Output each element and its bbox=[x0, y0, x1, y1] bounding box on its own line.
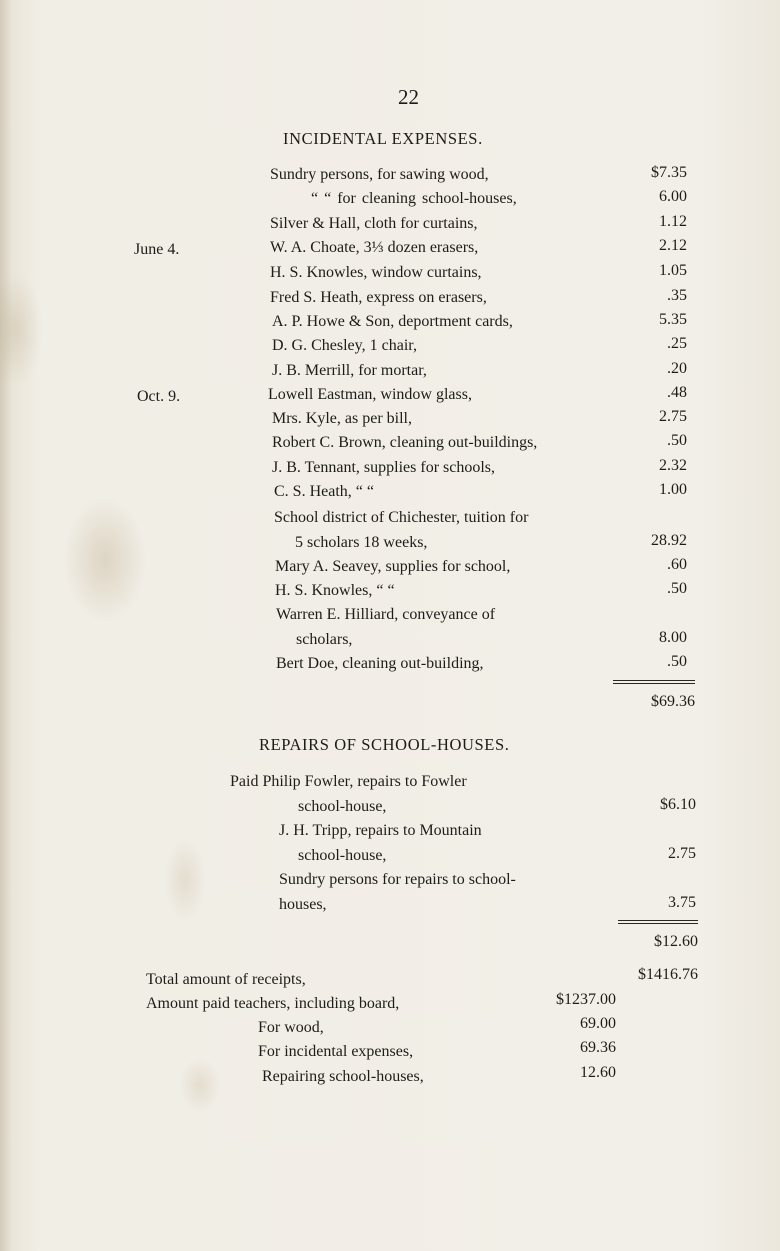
incidental-row-amount: 2.12 bbox=[659, 237, 687, 254]
summary-row-label: For incidental expenses, bbox=[258, 1043, 414, 1060]
repairs-row-text: Paid Philip Fowler, repairs to Fowler bbox=[230, 773, 467, 790]
incidental-row-amount: 1.12 bbox=[659, 213, 687, 230]
incidental-row-amount: 1.05 bbox=[659, 262, 687, 279]
repairs-row-amount: $6.10 bbox=[660, 796, 696, 813]
summary-row-label: For wood, bbox=[258, 1019, 324, 1036]
incidental-row-text: scholars, bbox=[296, 631, 353, 648]
incidental-expenses-heading: INCIDENTAL EXPENSES. bbox=[283, 129, 483, 148]
incidental-row-text: J. B. Tennant, supplies for schools, bbox=[272, 459, 496, 476]
page-binding-shadow bbox=[0, 0, 12, 1251]
summary-row-amount: 69.36 bbox=[580, 1039, 616, 1056]
incidental-row-text: Mary A. Seavey, supplies for school, bbox=[275, 558, 511, 575]
incidental-row-text: Fred S. Heath, express on erasers, bbox=[270, 289, 487, 306]
page-number: 22 bbox=[398, 85, 419, 109]
incidental-row-amount: .20 bbox=[667, 360, 687, 377]
incidental-row-text: Warren E. Hilliard, conveyance of bbox=[276, 606, 496, 623]
total-receipts-label: Total amount of receipts, bbox=[146, 971, 306, 988]
incidental-row-text: W. A. Choate, 3⅓ dozen erasers, bbox=[270, 239, 479, 256]
incidental-row-text: C. S. Heath, “ “ bbox=[274, 483, 374, 500]
incidental-row-date: Oct. 9. bbox=[137, 388, 181, 405]
repairs-total-rule bbox=[618, 920, 698, 921]
incidental-row-amount: 8.00 bbox=[659, 629, 687, 646]
summary-row-amount: 12.60 bbox=[580, 1064, 616, 1081]
incidental-row-text: H. S. Knowles, window curtains, bbox=[270, 264, 482, 281]
incidental-total-rule bbox=[613, 683, 695, 684]
repairs-row-amount: 3.75 bbox=[668, 894, 696, 911]
incidental-row-text: D. G. Chesley, 1 chair, bbox=[272, 337, 417, 354]
incidental-row-text: Mrs. Kyle, as per bill, bbox=[272, 410, 412, 427]
repairs-total: $12.60 bbox=[654, 933, 698, 950]
repairs-row-text: Sundry persons for repairs to school- bbox=[279, 871, 516, 888]
incidental-row-text: A. P. Howe & Son, deportment cards, bbox=[272, 313, 513, 330]
summary-row-label: Amount paid teachers, including board, bbox=[146, 995, 400, 1012]
total-receipts-amount: $1416.76 bbox=[638, 966, 698, 983]
summary-row-label: Repairing school-houses, bbox=[262, 1068, 424, 1085]
incidental-row-text: J. B. Merrill, for mortar, bbox=[272, 362, 427, 379]
incidental-row-amount: 2.75 bbox=[659, 408, 687, 425]
incidental-row-text: Robert C. Brown, cleaning out-buildings, bbox=[272, 434, 538, 451]
summary-row-amount: 69.00 bbox=[580, 1015, 616, 1032]
repairs-row-text: J. H. Tripp, repairs to Mountain bbox=[279, 822, 482, 839]
incidental-row-date: June 4. bbox=[134, 241, 180, 258]
incidental-row-amount: .48 bbox=[667, 384, 687, 401]
incidental-row-amount: .60 bbox=[667, 556, 687, 573]
incidental-row-text: 5 scholars 18 weeks, bbox=[295, 534, 428, 551]
repairs-heading: REPAIRS OF SCHOOL-HOUSES. bbox=[259, 735, 510, 754]
incidental-row-amount: .25 bbox=[667, 335, 687, 352]
incidental-row-amount: .50 bbox=[667, 432, 687, 449]
repairs-row-text: houses, bbox=[279, 896, 327, 913]
incidental-row-amount: .50 bbox=[667, 653, 687, 670]
incidental-total: $69.36 bbox=[651, 693, 695, 710]
incidental-row-text: Silver & Hall, cloth for curtains, bbox=[270, 215, 478, 232]
incidental-row-text: School district of Chichester, tuition for bbox=[274, 509, 529, 526]
repairs-row-amount: 2.75 bbox=[668, 845, 696, 862]
incidental-row-amount: .35 bbox=[667, 287, 687, 304]
incidental-row-amount: 28.92 bbox=[651, 532, 687, 549]
repairs-row-text: school-house, bbox=[298, 847, 387, 864]
incidental-row-amount: .50 bbox=[667, 580, 687, 597]
incidental-row-text: H. S. Knowles, “ “ bbox=[275, 582, 395, 599]
incidental-row-text: Sundry persons, for sawing wood, bbox=[270, 166, 489, 183]
incidental-row-text: “ “ for cleaning school-houses, bbox=[311, 190, 517, 207]
incidental-total-rule bbox=[613, 680, 695, 681]
summary-row-amount: $1237.00 bbox=[556, 991, 616, 1008]
incidental-row-amount: 5.35 bbox=[659, 311, 687, 328]
incidental-row-amount: 2.32 bbox=[659, 457, 687, 474]
incidental-row-amount: 6.00 bbox=[659, 188, 687, 205]
repairs-row-text: school-house, bbox=[298, 798, 387, 815]
repairs-total-rule bbox=[618, 923, 698, 924]
incidental-row-text: Bert Doe, cleaning out-building, bbox=[276, 655, 484, 672]
incidental-row-text: Lowell Eastman, window glass, bbox=[268, 386, 472, 403]
incidental-row-amount: 1.00 bbox=[659, 481, 687, 498]
incidental-row-amount: $7.35 bbox=[651, 164, 687, 181]
